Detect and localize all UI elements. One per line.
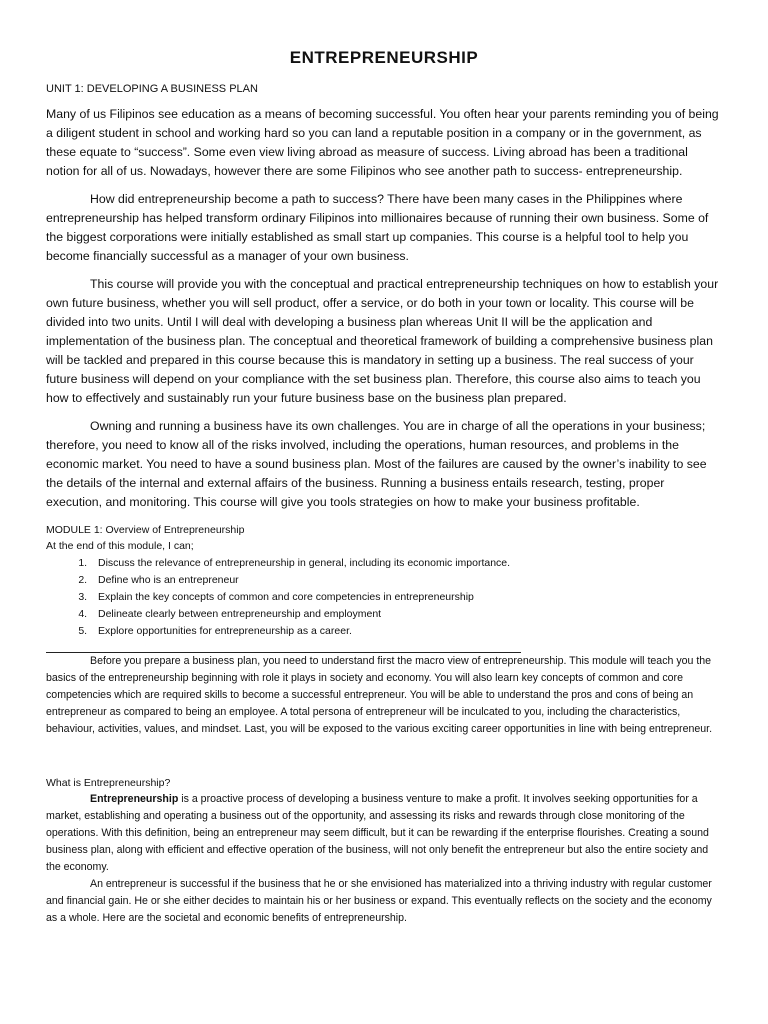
- spacer: [46, 738, 722, 765]
- section-heading: What is Entrepreneurship?: [46, 777, 171, 789]
- unit-heading: UNIT 1: DEVELOPING A BUSINESS PLAN: [46, 83, 258, 95]
- objectives-list: [46, 555, 722, 640]
- objective-item: 5. Explore opportunities for entrepreneurship as a career.: [90, 623, 722, 640]
- intro-paragraph-4: Owning and running a business have its own challenges. You are in charge of all the operations in your business; therefore, you need to know all of the risks involved, including the operations, human resources, and problems in the economic market. You need to have a sound business plan. Most of the failures are caused by the owner’s inability to see the details of the internal and external affairs of the business. Running a business entails research, testing, proper execution, and monitoring. This course will give you tools strategies on how to make your business profitable.: [46, 419, 707, 509]
- entrepreneur-paragraph: An entrepreneur is successful if the business that he or she envisioned has materialized into a thriving industry with regular customer and financial gain. He or she either decides to maintain his or her business or expand. This eventually reflects on the society and the economy as a whole. Here are the societal and economic benefits of entrepreneurship.: [46, 878, 712, 924]
- document-title: ENTREPRENEURSHIP: [289, 48, 479, 67]
- objective-item: 2. Define who is an entrepreneur: [90, 572, 722, 589]
- module-title: MODULE 1: Overview of Entrepreneurship: [46, 524, 245, 536]
- definition-text: is a proactive process of developing a business venture to make a profit. It involves seeking opportunities for a market, establishing and operating a business out of the opportunity, and assessing its risks and rewards through close monitoring of the operations. With this definition, being an entrepreneur may seem difficult, but it can be rewarding if the enterprise flourishes. Creating a sound business plan, along with efficient and effective operation of the business, will not only benefit the entrepreneur but also the entire society and the economy.: [46, 793, 709, 873]
- bold-term: Entrepreneurship: [90, 793, 179, 805]
- divider-line: [46, 644, 521, 653]
- intro-paragraph-1: Many of us Filipinos see education as a means of becoming successful. You often hear your parents reminding you of being a diligent student in school and working hard so you can land a reputable position in a company or in the government, as these equate to “success”. Some even view living abroad as measure of success. Living abroad has been a traditional notion for all of us. Nowadays, however there are some Filipinos who see another path to success- entrepreneurship.: [46, 107, 719, 178]
- module-intro: At the end of this module, I can;: [46, 540, 194, 552]
- objective-item: 3. Explain the key concepts of common and core competencies in entrepreneurship: [90, 589, 722, 606]
- intro-paragraph-3: This course will provide you with the conceptual and practical entrepreneurship techniques on how to establish your own future business, whether you will sell product, offer a service, or do both in your town or locality. This course will be divided into two units. Until I will deal with developing a business plan whereas Unit II will be the application and implementation of the business plan. The conceptual and theoretical framework of building a comprehensive business plan will be tackled and prepared in this course because this is mandatory in setting up a business. The real success of your future business will depend on your compliance with the set business plan. Therefore, this course also aims to teach you how to effectively and sustainably run your future business base on the business plan prepared.: [46, 277, 719, 405]
- module-overview-paragraph: Before you prepare a business plan, you need to understand first the macro view of entrepreneurship. This module will teach you the basics of the entrepreneurship beginning with role it plays in society and economy. You will also learn key concepts of common and core competencies which are required skills to become a successful entrepreneur. You will be able to understand the pros and cons of being an entrepreneur as compared to being an employee. A total persona of entrepreneur will be inculcated to you, including the characteristics, behaviour, activities, values, and mindset. Last, you will be exposed to the various exciting career opportunities in line with being entrepreneur.: [46, 655, 713, 735]
- objective-item: 1. Discuss the relevance of entrepreneurship in general, including its economic importance.: [90, 555, 722, 572]
- intro-paragraph-2: How did entrepreneurship become a path to success? There have been many cases in the Philippines where entrepreneurship has helped transform ordinary Filipinos into millionaires because of running their own business. Some of the biggest corporations were initially established as small start up companies. This course is a helpful tool to help you become financially successful as a manager of your own business.: [46, 192, 709, 263]
- definition-paragraph: [46, 791, 722, 876]
- objective-item: 4. Delineate clearly between entrepreneurship and employment: [90, 606, 722, 623]
